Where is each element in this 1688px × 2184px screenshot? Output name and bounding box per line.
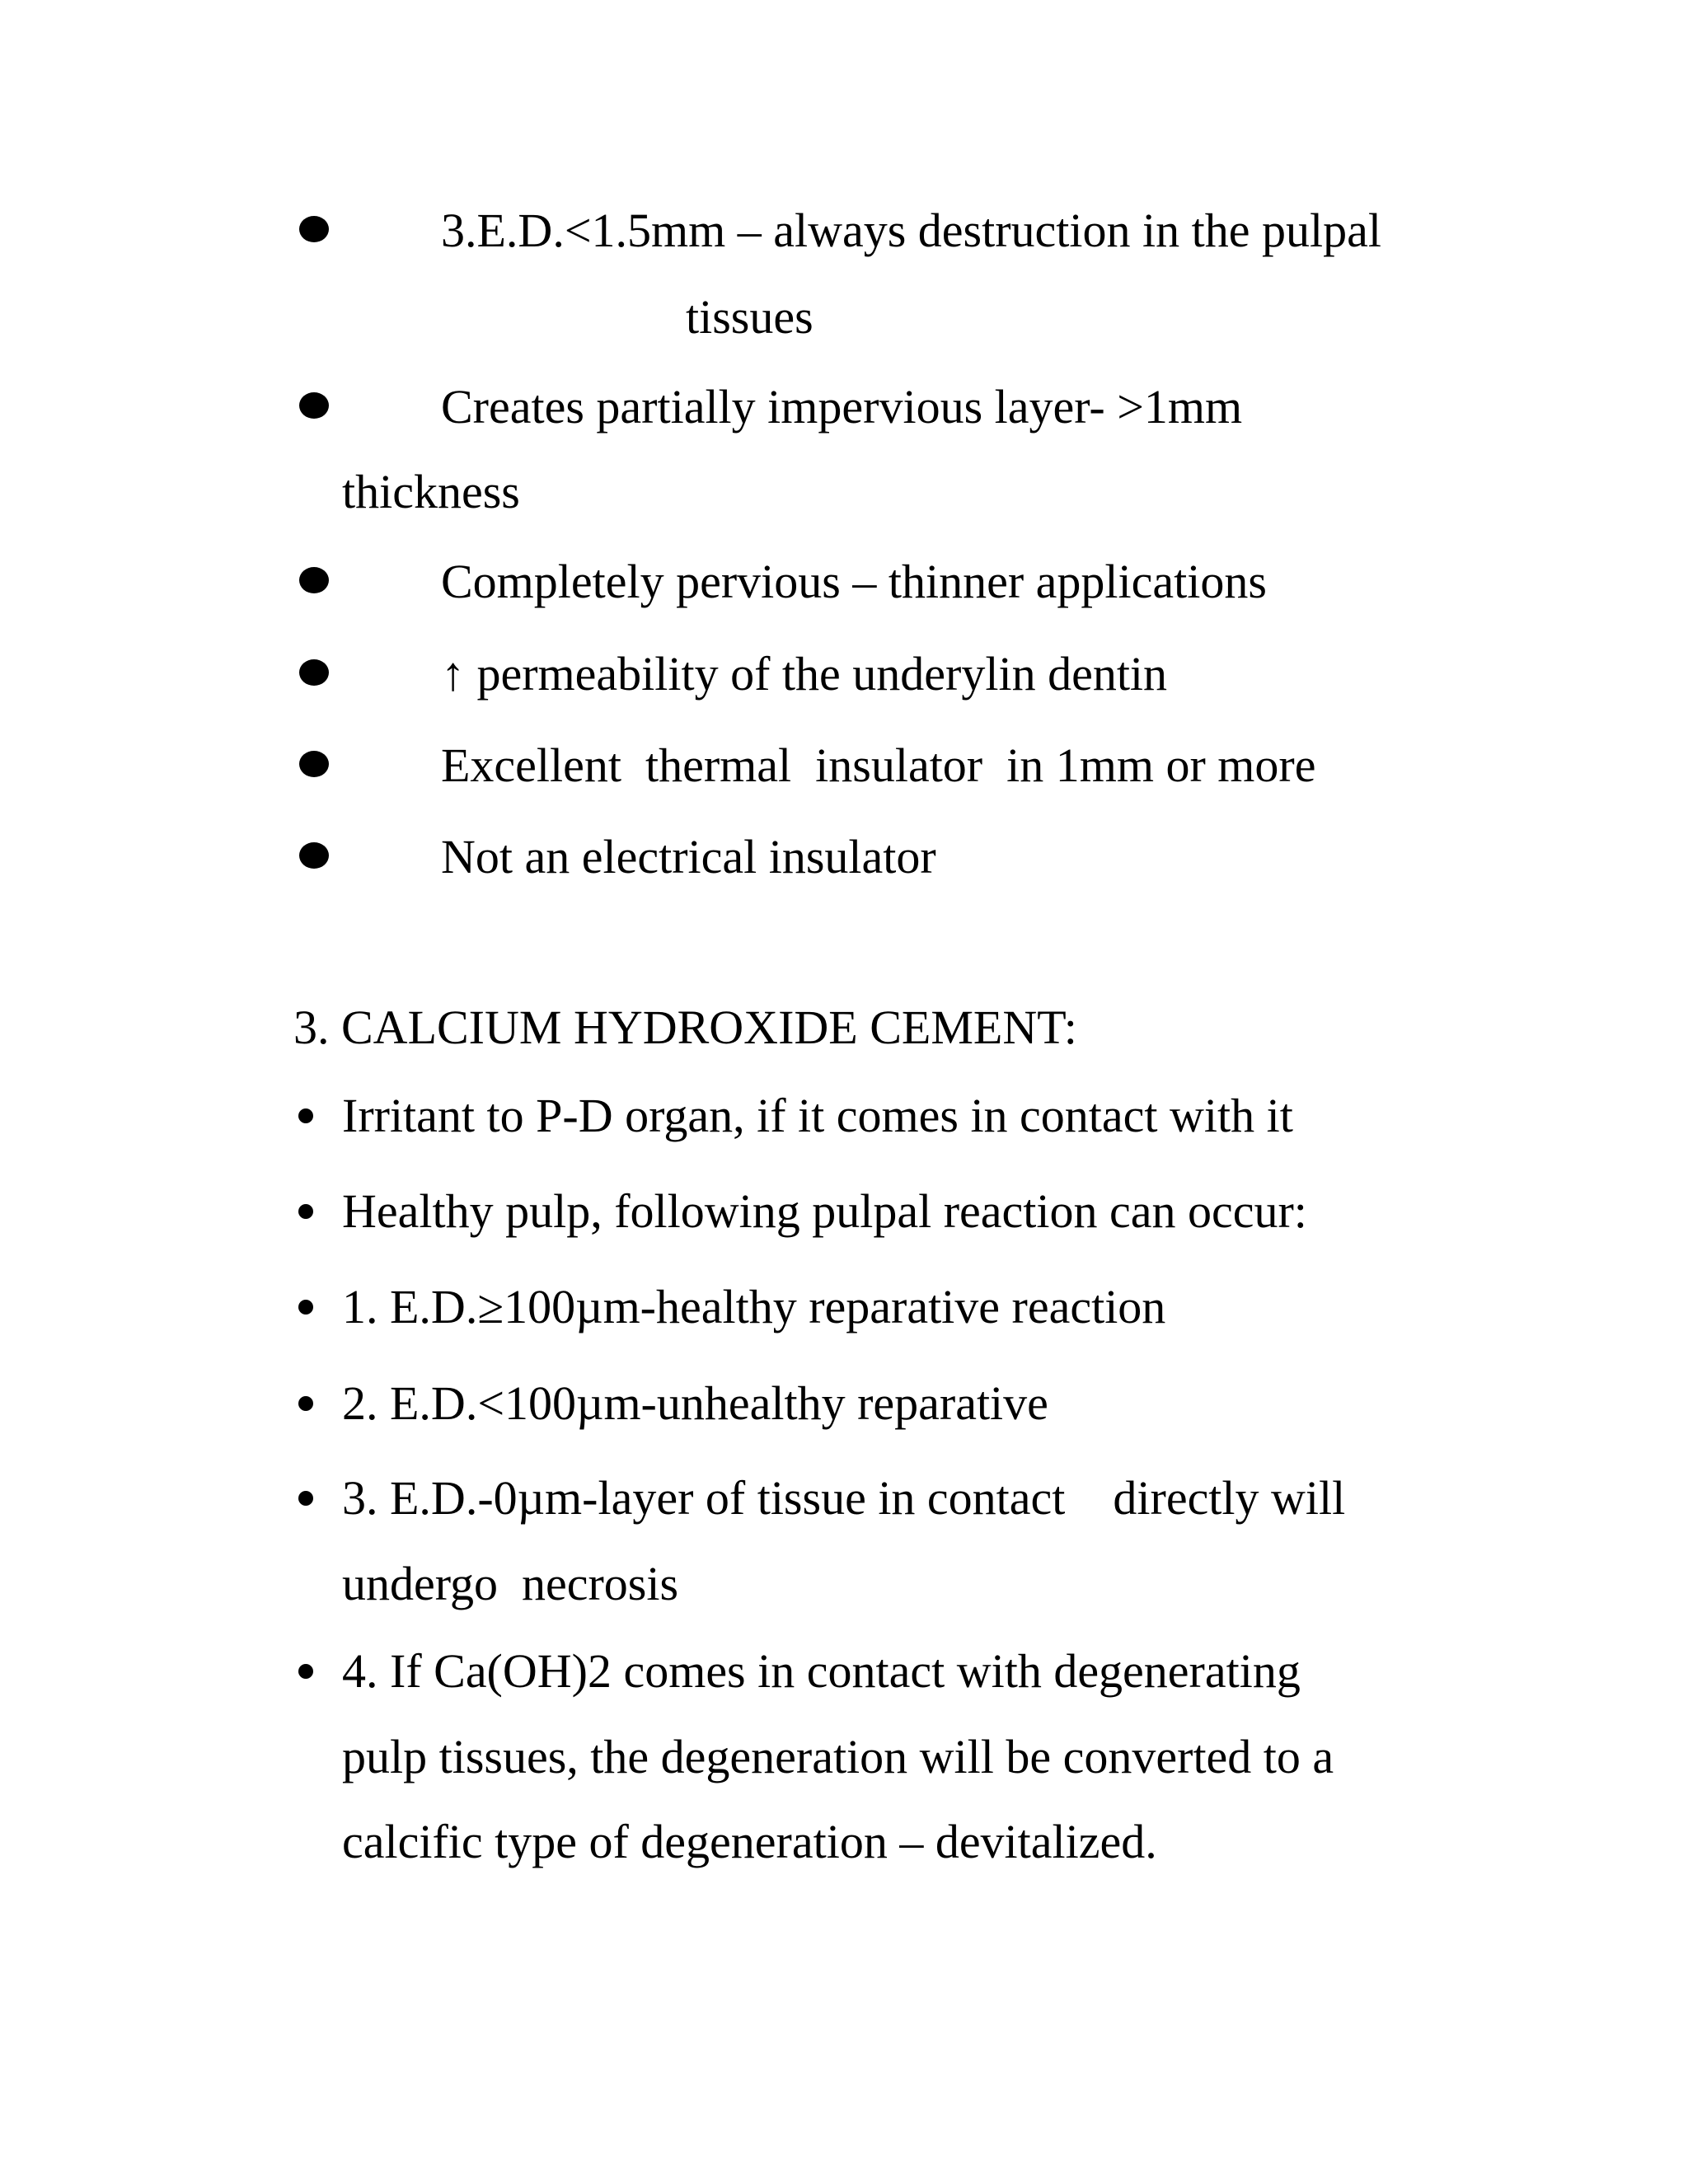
list-item: ↑ permeability of the underylin dentin [441, 647, 1168, 701]
bullet-icon [298, 1204, 313, 1219]
list-item-continuation: pulp tissues, the degeneration will be converted to a [342, 1730, 1334, 1783]
list-item: 1. E.D.≥100µm-healthy reparative reaction [342, 1280, 1166, 1333]
list-item: Irritant to P-D organ, if it comes in contact with it [342, 1089, 1293, 1142]
list-item: Healthy pulp, following pulpal reaction can occur: [342, 1184, 1307, 1238]
list-item: 3.E.D.<1.5mm – always destruction in the pulpal [441, 204, 1381, 257]
bullet-icon [298, 1664, 313, 1679]
section-heading: 3. CALCIUM HYDROXIDE CEMENT: [293, 1001, 1077, 1054]
list-item-continuation: thickness [342, 465, 520, 518]
list-item-continuation: undergo necrosis [342, 1557, 679, 1610]
list-item: 2. E.D.<100µm-unhealthy reparative [342, 1376, 1048, 1430]
bullet-icon [298, 1108, 313, 1123]
bullet-icon [299, 842, 329, 869]
bullet-icon [298, 1396, 313, 1411]
bullet-icon [299, 567, 329, 593]
bullet-icon [298, 1300, 313, 1315]
bullet-icon [299, 659, 329, 686]
list-item-continuation: tissues [686, 290, 814, 344]
bullet-icon [299, 392, 329, 419]
list-item: Excellent thermal insulator in 1mm or more [441, 738, 1316, 792]
list-item: Creates partially impervious layer- >1mm [441, 380, 1243, 434]
list-item: 3. E.D.-0µm-layer of tissue in contact directly will [342, 1471, 1346, 1525]
list-item: 4. If Ca(OH)2 comes in contact with degenerating [342, 1644, 1301, 1698]
list-item: Not an electrical insulator [441, 830, 936, 883]
list-item-continuation: calcific type of degeneration – devitalized. [342, 1815, 1157, 1868]
list-item: Completely pervious – thinner applications [441, 555, 1267, 608]
bullet-icon [298, 1491, 313, 1506]
bullet-icon [299, 216, 329, 242]
bullet-icon [299, 751, 329, 777]
